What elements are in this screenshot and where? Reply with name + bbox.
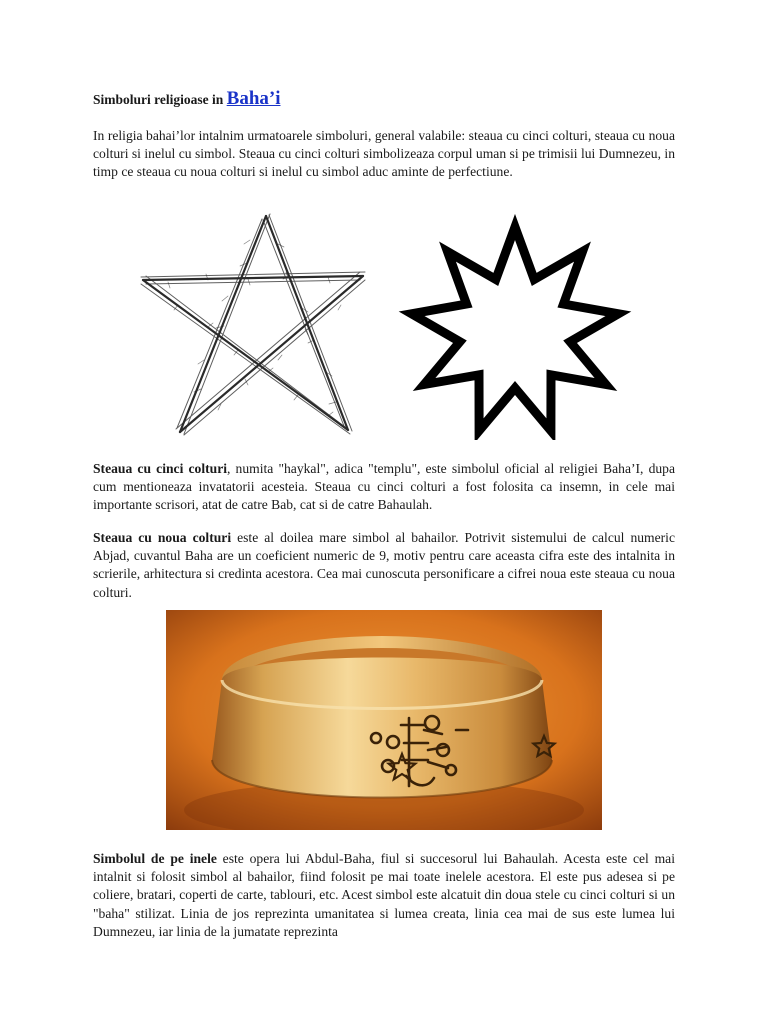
five-star-text: , numita "haykal", adica "templu", este simbolul oficial al religiei Baha’I, dupa cum mentioneaza invatatorii acesteia. Steaua cu cinci colturi a fost folosita ca insemn, in cele mai importante scrisori, atat de catre Bab, cat si de catre Bahaulah. bbox=[93, 461, 675, 513]
bahai-link[interactable]: Baha’i bbox=[226, 88, 281, 109]
ring-symbol-text: este opera lui Abdul-Baha, fiul si succesorul lui Bahaulah. Acesta este cel mai intalnit si folosit simbol al bahailor, fiind folosit pe mai toate inelele acestora. El este pus adesea si pe coliere, bratari, coperti de carte, tablouri, etc. Acest simbol este alcatuit din doua stele cu cinci colturi si un "baha" stilizat. Linia de jos reprezinta umanitatea si lumea creata, linia cea mai de sus este lumea lui Dumnezeu, iar linia de la jumatate reprezinta bbox=[93, 851, 675, 939]
nine-star-term: Steaua cu noua colturi bbox=[93, 530, 232, 545]
title-prefix: Simboluri religioase in bbox=[93, 92, 227, 107]
ring-symbol-paragraph bbox=[93, 850, 675, 941]
bahai-ring-photo bbox=[166, 610, 602, 830]
page-title bbox=[93, 88, 281, 110]
nine-pointed-star-image bbox=[396, 214, 634, 440]
five-star-term: Steaua cu cinci colturi bbox=[93, 461, 227, 476]
nine-star-paragraph bbox=[93, 529, 675, 602]
intro-paragraph: In religia bahai’lor intalnim urmatoarele simboluri, general valabile: steaua cu cinci colturi, steaua cu noua colturi si inelul cu simbol. Steaua cu cinci colturi simbolizeaza corpul uman si pe trimisii lui Dumnezeu, in timp ce steaua cu noua colturi si inelul cu simbol aduc aminte de perfectiune. bbox=[93, 128, 675, 180]
pentagram-sketch-image bbox=[138, 210, 368, 440]
ring-symbol-term: Simbolul de pe inele bbox=[93, 851, 217, 866]
nine-star-text: este al doilea mare simbol al bahailor. Potrivit sistemului de calcul numeric Abjad, cuvantul Baha are un coeficient numeric de 9, motiv pentru care aceasta cifra este des intalnita in scrierile, arhitectura si credinta acestora. Cea mai cunoscuta personificare a cifrei noua este steaua cu noua colturi. bbox=[93, 530, 675, 600]
five-star-paragraph bbox=[93, 460, 675, 515]
